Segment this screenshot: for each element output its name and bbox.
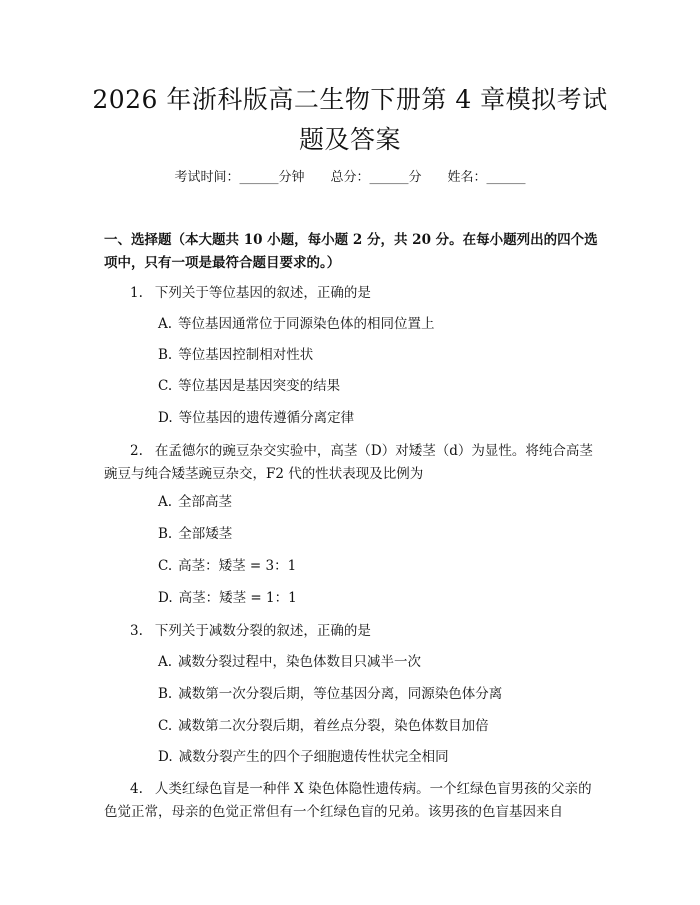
question-text: 下列关于等位基因的叙述，正确的是: [154, 285, 371, 301]
question-1: [104, 282, 604, 305]
option-label: A.: [158, 494, 173, 510]
exam-score: 总分：______分: [330, 170, 422, 185]
option-label: D.: [158, 410, 173, 426]
option-label: C.: [158, 718, 173, 734]
option-1c: [158, 376, 598, 396]
option-label: C.: [158, 378, 173, 394]
option-text: 全部高茎: [178, 494, 233, 510]
option-label: B.: [158, 347, 173, 363]
exam-name: 姓名：______: [447, 170, 526, 185]
question-2: [104, 440, 604, 486]
option-2d: [158, 588, 598, 608]
question-text: 下列关于减数分裂的叙述，正确的是: [154, 623, 371, 639]
option-label: D.: [158, 590, 173, 606]
exam-time: 考试时间：______分钟: [174, 170, 305, 185]
option-1b: [158, 345, 598, 365]
question-text: 人类红绿色盲是一种伴 X 染色体隐性遗传病。一个红绿色盲男孩的父亲的色觉正常，母亲的色觉正常但有一个红绿色盲的兄弟。该男孩的色盲基因来自: [104, 781, 592, 820]
option-text: 减数第一次分裂后期，等位基因分离，同源染色体分离: [178, 686, 503, 702]
option-text: 减数分裂过程中，染色体数目只减半一次: [178, 654, 422, 670]
question-3: [104, 620, 604, 643]
option-text: 高茎：矮茎 = 3：1: [178, 558, 297, 574]
option-3a: [158, 652, 598, 672]
option-2a: [158, 492, 598, 512]
option-1d: [158, 408, 598, 428]
option-1a: [158, 314, 598, 334]
option-text: 全部矮茎: [178, 526, 233, 542]
section-heading: 一、选择题（本大题共 10 小题，每小题 2 分，共 20 分。在每小题列出的四个选项中，只有一项是最符合题目要求的。）: [104, 232, 598, 271]
option-text: 减数第二次分裂后期，着丝点分裂，染色体数目加倍: [178, 718, 489, 734]
option-label: B.: [158, 526, 173, 542]
option-text: 等位基因是基因突变的结果: [178, 378, 341, 394]
exam-meta: [0, 168, 700, 188]
option-text: 减数分裂产生的四个子细胞遗传性状完全相同: [178, 749, 449, 765]
option-text: 等位基因控制相对性状: [178, 347, 314, 363]
option-label: A.: [158, 654, 173, 670]
option-3c: [158, 716, 598, 736]
option-text: 高茎：矮茎 = 1：1: [178, 590, 297, 606]
question-number: 3.: [130, 623, 143, 639]
option-2b: [158, 524, 598, 544]
option-label: A.: [158, 316, 173, 332]
exam-title: [60, 80, 640, 160]
question-number: 1.: [130, 285, 143, 301]
option-label: B.: [158, 686, 173, 702]
option-3b: [158, 684, 598, 704]
option-label: C.: [158, 558, 173, 574]
option-text: 等位基因通常位于同源染色体的相同位置上: [178, 316, 435, 332]
question-number: 4.: [130, 781, 143, 797]
option-3d: [158, 747, 598, 767]
question-number: 2.: [130, 443, 143, 459]
title-line-2: 题及答案: [298, 125, 401, 154]
option-2c: [158, 556, 598, 576]
title-line-1: 2026 年浙科版高二生物下册第 4 章模拟考试: [92, 85, 608, 114]
option-label: D.: [158, 749, 173, 765]
option-text: 等位基因的遗传遵循分离定律: [178, 410, 355, 426]
question-4: [104, 778, 604, 824]
question-text: 在孟德尔的豌豆杂交实验中，高茎（D）对矮茎（d）为显性。将纯合高茎豌豆与纯合矮茎豌豆杂交，F2 代的性状表现及比例为: [104, 443, 593, 482]
